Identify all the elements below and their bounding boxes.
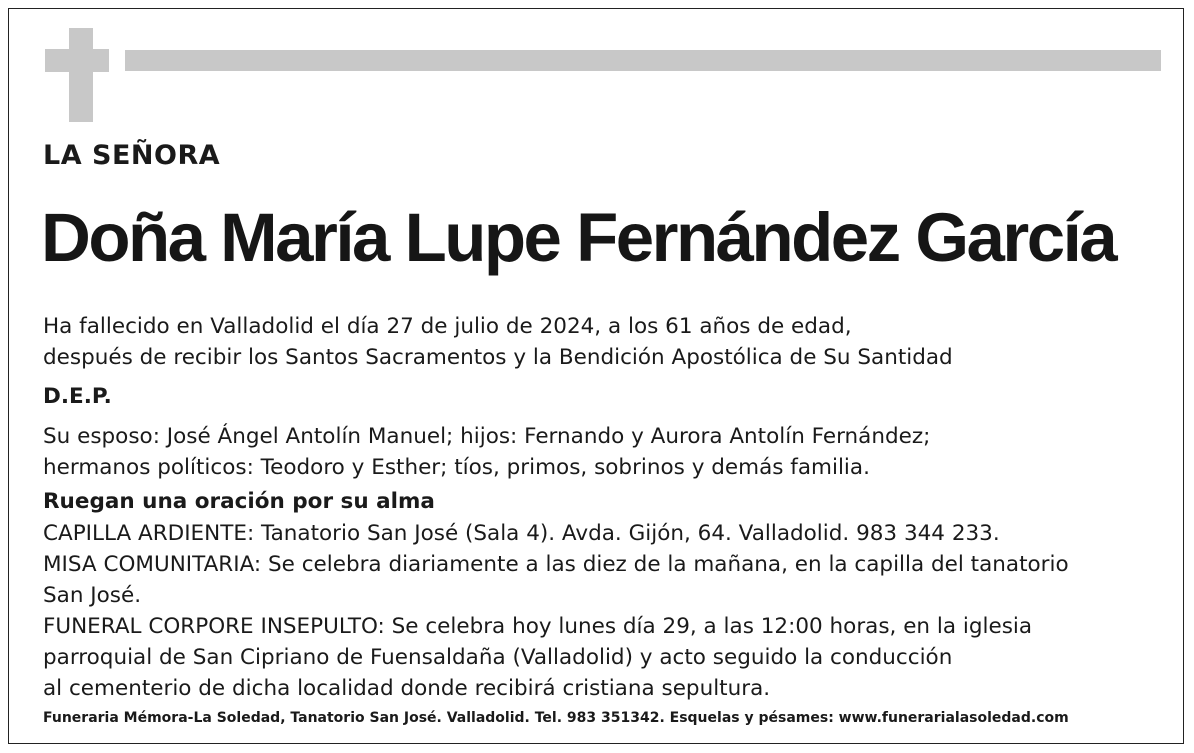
service-line: MISA COMUNITARIA: Se celebra diariamente a las diez de la mañana, en la capilla del tanatorio bbox=[43, 552, 1069, 577]
funeral-home-footer: Funeraria Mémora-La Soledad, Tanatorio San José. Valladolid. Tel. 983 351342. Esquelas y pésames: www.funerarialasoledad.com bbox=[43, 710, 1069, 726]
family-list bbox=[43, 421, 930, 483]
service-line: San José. bbox=[43, 583, 142, 608]
family-line: Su esposo: José Ángel Antolín Manuel; hijos: Fernando y Aurora Antolín Fernández; bbox=[43, 424, 931, 449]
rip-label: D.E.P. bbox=[43, 384, 112, 409]
service-line: parroquial de San Cipriano de Fuensaldaña (Valladolid) y acto seguido la conducción bbox=[43, 645, 953, 670]
cross-vertical-bar bbox=[69, 28, 93, 122]
service-details bbox=[43, 518, 1069, 704]
deceased-name: Doña María Lupe Fernández García bbox=[41, 199, 1116, 276]
prayer-request: Ruegan una oración por su alma bbox=[43, 489, 435, 514]
death-notice-line: Ha fallecido en Valladolid el día 27 de julio de 2024, a los 61 años de edad, bbox=[43, 314, 852, 339]
death-notice-line: después de recibir los Santos Sacramentos y la Bendición Apostólica de Su Santidad bbox=[43, 345, 953, 370]
death-notice bbox=[43, 311, 953, 373]
salutation: LA SEÑORA bbox=[43, 140, 221, 171]
cross-horizontal-bar bbox=[45, 49, 109, 72]
family-line: hermanos políticos: Teodoro y Esther; tíos, primos, sobrinos y demás familia. bbox=[43, 455, 870, 480]
service-line: al cementerio de dicha localidad donde recibirá cristiana sepultura. bbox=[43, 676, 771, 701]
service-line: FUNERAL CORPORE INSEPULTO: Se celebra hoy lunes día 29, a las 12:00 horas, en la iglesia bbox=[43, 614, 1033, 639]
top-decorative-rule bbox=[125, 50, 1161, 71]
service-line: CAPILLA ARDIENTE: Tanatorio San José (Sala 4). Avda. Gijón, 64. Valladolid. 983 344 233. bbox=[43, 521, 1000, 546]
